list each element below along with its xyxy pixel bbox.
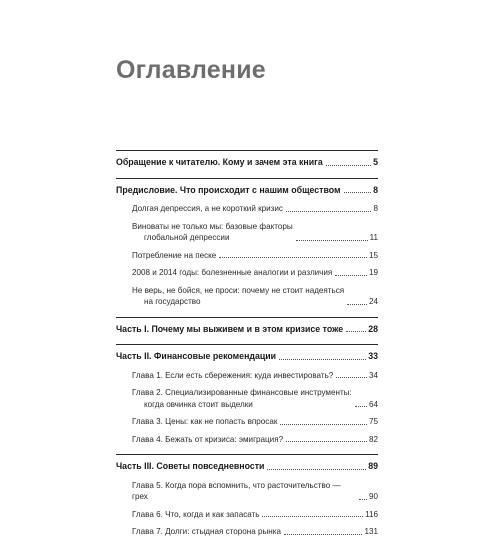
toc-entry-title-line: Глава 4. Бежать от кризиса: эмиграция? [132,434,284,444]
toc-entry-title-line: Часть II. Финансовые рекомендации [116,351,277,361]
dot-leader [355,406,367,407]
dot-leader [284,534,362,535]
toc-entry-title-line: Глава 1. Если есть сбережения: куда инвестировать? [132,370,334,380]
toc-page-number: 90 [368,492,378,501]
toc-part-entry[interactable] [116,157,378,169]
toc-entry-title [132,509,259,521]
toc-chapter-entry[interactable] [132,370,378,382]
dot-leader [359,499,367,500]
toc-page-number: 33 [368,351,378,361]
toc-part-entry[interactable] [116,461,378,473]
dot-leader [286,211,372,212]
toc-page-number: 82 [368,434,378,444]
toc-section [116,151,378,178]
toc-chapter-entry[interactable] [132,387,378,410]
dot-leader [219,257,367,258]
toc-page-number: 75 [368,417,378,426]
dot-leader [326,165,371,166]
dot-leader [280,424,367,425]
table-of-contents [116,150,378,547]
toc-page-number: 89 [368,461,378,471]
toc-entry-title-line: Потребление на песке [132,250,217,260]
toc-entry-title [132,370,333,382]
toc-entry-title [132,480,356,503]
toc-chapter-entry[interactable] [132,285,378,308]
toc-entry-title-line: Часть I. Почему мы выживем и в этом кризисе тоже [116,323,344,334]
toc-chapter-entry[interactable] [132,434,378,446]
dot-leader [347,304,367,305]
toc-entry-title-line: Глава 7. Долги: стыдная сторона рынка [132,527,281,536]
dot-leader [267,469,366,470]
toc-section [116,179,378,317]
toc-chapter-entry[interactable] [132,509,378,521]
toc-page-number: 34 [368,370,378,380]
toc-entry-title [132,526,281,538]
toc-section [116,455,378,547]
dot-leader [279,359,366,360]
toc-entry-title [132,387,352,410]
toc-entry-title [116,157,323,169]
toc-entry-title-line: 2008 и 2014 годы: болезненные аналогии и различия [132,268,333,277]
dot-leader [286,441,367,442]
toc-part-entry[interactable] [116,351,378,363]
toc-entry-title-line: Глава 3. Цены: как не попасть впросак [132,417,278,426]
toc-entry-title [132,434,283,446]
toc-page-number: 8 [373,204,378,213]
toc-section [116,318,378,345]
dot-leader [262,516,363,517]
toc-entry-title-line: Глава 6. Что, когда и как запасать [132,509,260,519]
toc-entry-title [116,351,276,363]
toc-page-number: 64 [368,399,378,409]
toc-section [116,345,378,454]
toc-part-entry[interactable] [116,324,378,336]
toc-entry-title [116,324,343,336]
dot-leader [335,275,367,276]
toc-page-number: 15 [368,250,378,260]
toc-entry-title [116,461,264,473]
toc-chapter-entry[interactable] [132,416,378,428]
toc-entry-title-continuation: когда овчинка стоит выделки [144,399,253,409]
toc-page-number: 19 [368,268,378,277]
toc-page-number: 28 [368,323,378,334]
toc-entry-title [132,285,344,308]
toc-entry-title [132,221,293,244]
toc-entry-title-line: Предисловие. Что происходит с нашим обществом [116,184,341,195]
toc-chapter-entry[interactable] [132,250,378,262]
toc-entry-title-continuation: глобальной депрессии [144,233,230,242]
toc-entry-title-line: Долгая депрессия, а не короткий кризис [132,204,283,213]
page-title: Оглавление [116,56,266,84]
toc-page-number: 131 [364,527,378,536]
toc-page-number: 5 [373,157,378,167]
dot-leader [346,331,366,332]
toc-entry-title-line: Глава 5. Когда пора вспомнить, что расточительство — грех [132,480,341,501]
toc-chapter-entry[interactable] [132,221,378,244]
toc-entry-title [132,250,216,262]
toc-entry-title-line: Обращение к читателю. Кому и зачем эта книга [116,157,323,167]
dot-leader [344,192,372,193]
toc-entry-title-line: Не верь, не бойся, не проси: почему не стоит надеяться [132,285,345,295]
toc-page-number: 24 [368,297,378,306]
toc-page-number: 116 [365,509,378,519]
toc-entry-title-line: Часть III. Советы повседневности [116,461,265,471]
toc-page-number: 11 [369,233,378,242]
dot-leader [296,240,368,241]
toc-entry-title-continuation: на государство [144,297,201,306]
toc-entry-title-line: Глава 2. Специализированные финансовые инструменты: [132,388,352,397]
toc-chapter-entry[interactable] [132,480,378,503]
toc-entry-title [132,416,277,428]
toc-page-number: 8 [373,184,378,195]
toc-chapter-entry[interactable] [132,526,378,538]
toc-entry-title [116,185,341,197]
toc-entry-title [132,267,332,279]
toc-chapter-entry[interactable] [132,267,378,279]
toc-entry-title-line: Виноваты не только мы: базовые факторы [132,221,293,231]
toc-part-entry[interactable] [116,185,378,197]
toc-entry-title [132,203,283,215]
toc-chapter-entry[interactable] [132,203,378,215]
dot-leader [336,377,367,378]
